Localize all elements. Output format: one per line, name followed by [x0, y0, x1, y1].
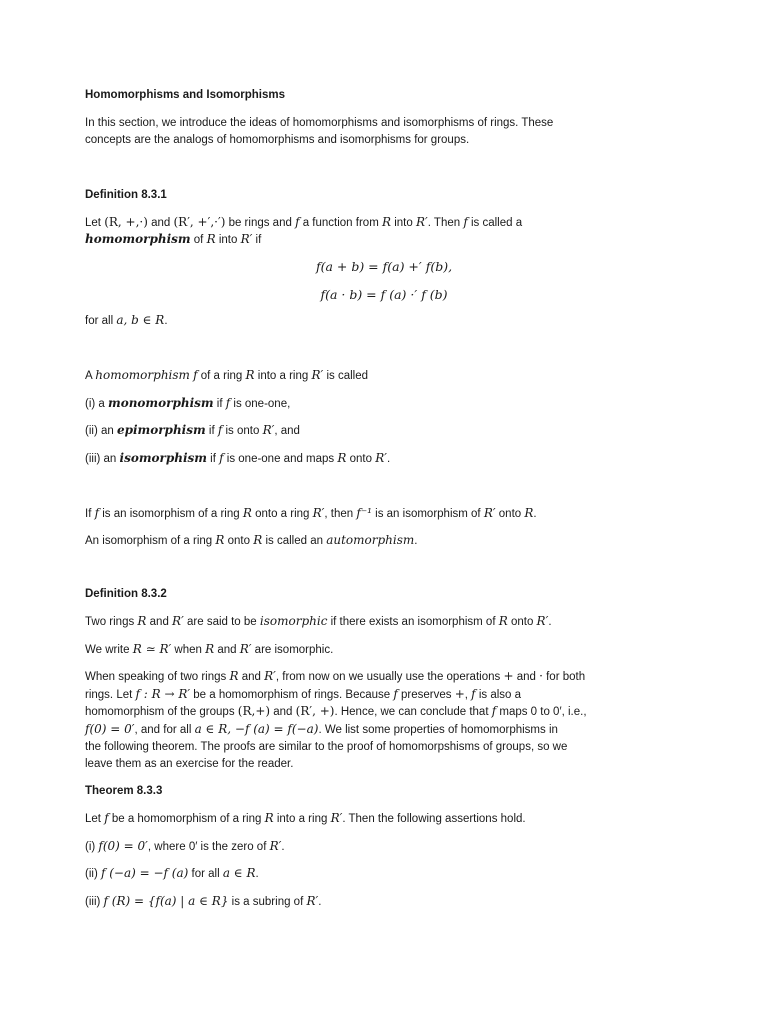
section-title: Homomorphisms and Isomorphisms: [85, 89, 286, 101]
paragraph-line-1: When speaking of two rings R and R′, from now on we usually use the operations + and · for both: [85, 669, 586, 683]
definition-1-line-3: for all a, b ∈ R.: [85, 313, 168, 327]
automorphism-line: An isomorphism of a ring R onto R is called an automorphism.: [85, 533, 418, 547]
definition-2-heading: Definition 8.3.2: [85, 588, 167, 600]
theorem-statement: Let f be a homomorphism of a ring R into a ring R′. Then the following assertions hold.: [85, 811, 526, 825]
paragraph-line-4: f(0) = 0′, and for all a ∈ R, −f (a) = f(−a). We list some properties of homomorphisms in: [85, 722, 558, 736]
definition-1-line-1: Let (R, +,·) and (R′, +′,·′) be rings and f a function from R into R′. Then f is called a: [85, 215, 523, 229]
intro-line-1: In this section, we introduce the ideas of homomorphisms and isomorphisms of rings. These: [85, 117, 554, 129]
paragraph-line-5: the following theorem. The proofs are similar to the proof of homomorpshisms of groups, so we: [85, 741, 568, 753]
equation-additive: f(a + b) = f(a) +′ f(b),: [315, 259, 453, 274]
paragraph-line-6: leave them as an exercise for the reader.: [85, 758, 294, 770]
kind-epimorphism: (ii) an epimorphism if f is onto R′, and: [85, 423, 300, 437]
paragraph-line-2: rings. Let f : R → R′ be a homomorphism of rings. Because f preserves +, f is also a: [85, 687, 522, 701]
definition-1-heading: Definition 8.3.1: [85, 189, 167, 201]
definition-1-line-2: homomorphism of R into R′ if: [85, 232, 262, 246]
equation-multiplicative: f(a · b) = f (a) ·′ f (b): [320, 287, 448, 302]
definition-2-line-2: We write R ≃ R′ when R and R′ are isomorphic.: [85, 642, 334, 656]
definition-2-line-1: Two rings R and R′ are said to be isomorphic if there exists an isomorphism of R onto R′.: [85, 614, 552, 628]
theorem-assertion-ii: (ii) f (−a) = −f (a) for all a ∈ R.: [85, 866, 259, 880]
kind-isomorphism: (iii) an isomorphism if f is one-one and maps R onto R′.: [85, 451, 391, 465]
paragraph-line-3: homomorphism of the groups (R,+) and (R′, +). Hence, we can conclude that f maps 0 to 0′, i.e.,: [85, 704, 587, 718]
theorem-assertion-i: (i) f(0) = 0′, where 0′ is the zero of R′.: [85, 839, 285, 853]
theorem-assertion-iii: (iii) f (R) = {f(a) | a ∈ R} is a subring of R′.: [85, 894, 322, 908]
inverse-isomorphism-line: If f is an isomorphism of a ring R onto a ring R′, then f⁻¹ is an isomorphism of R′ onto R.: [85, 506, 537, 520]
intro-line-2: concepts are the analogs of homomorphisms and isomorphisms for groups.: [85, 134, 470, 146]
theorem-heading: Theorem 8.3.3: [85, 785, 163, 797]
kinds-intro: A homomorphism f of a ring R into a ring R′ is called: [85, 368, 368, 382]
kind-monomorphism: (i) a monomorphism if f is one-one,: [85, 396, 291, 410]
